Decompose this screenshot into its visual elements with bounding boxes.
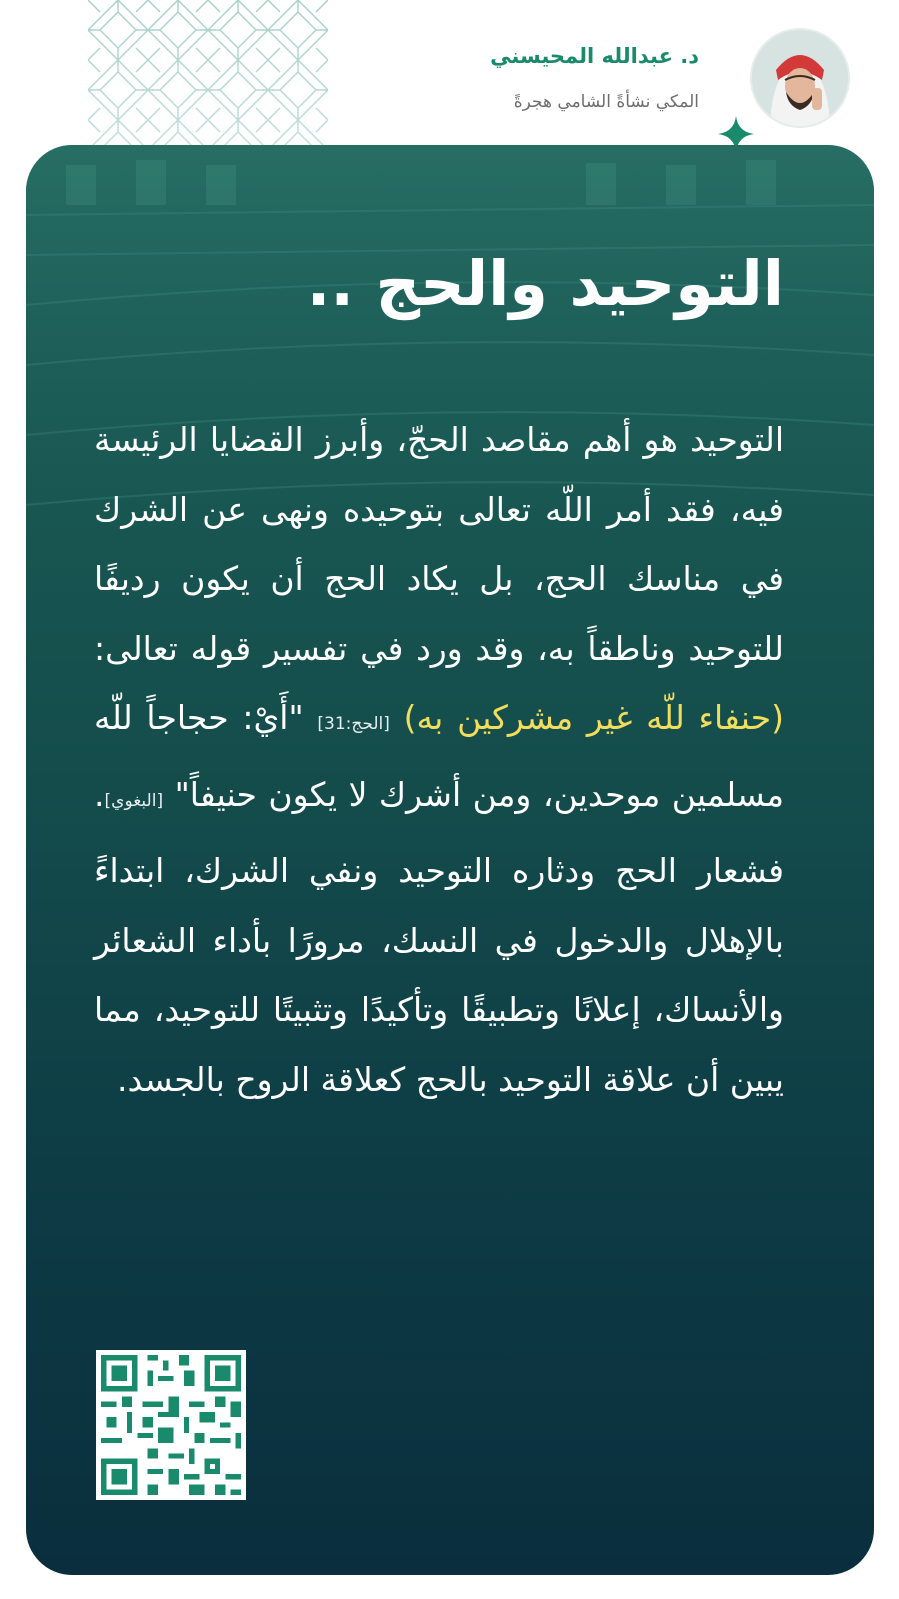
- qr-code-icon: [96, 1350, 246, 1500]
- body-paragraph-intro: التوحيد هو أهم مقاصد الحجّ، وأبرز القضايا الرئيسة فيه، فقد أمر اللّه تعالى بتوحيده ونهى عن الشرك في مناسك الحج، بل يكاد الحج أن يكون رديفًا للتوحيد وناطقاً به، وقد ورد في تفسير قوله تعالى:: [94, 420, 784, 668]
- author-header: [0, 0, 899, 150]
- post-body: [94, 405, 784, 1114]
- post-title: التوحيد والحج ..: [306, 247, 784, 320]
- avatar[interactable]: [752, 30, 848, 126]
- quran-verse: (حنفاء للّه غير مشركين به): [403, 698, 784, 737]
- tafsir-quote: "أَيْ: حجاجاً للّه مسلمين موحدين، ومن أشرك لا يكون حنيفاً": [94, 698, 784, 814]
- avatar-portrait-icon: [752, 30, 848, 126]
- author-name: د. عبدالله المحيسني: [490, 44, 699, 68]
- verse-reference: [الحج:31]: [317, 714, 390, 734]
- post-card: [26, 145, 874, 1575]
- author-tagline: المكي نشأةً الشامي هجرةً: [513, 92, 699, 112]
- qr-code[interactable]: [96, 1350, 246, 1500]
- body-paragraph-conclusion: . فشعار الحج ودثاره التوحيد ونفي الشرك، ابتداءً بالإهلال والدخول في النسك، مرورًا بأداء الشعائر والأنساك، إعلانًا وتطبيقًا وتأكيدًا وتثبيتًا للتوحيد، مما يبين أن علاقة التوحيد بالحج كعلاقة الروح بالجسد.: [94, 774, 784, 1099]
- tafsir-reference: [البغوي]: [104, 790, 164, 811]
